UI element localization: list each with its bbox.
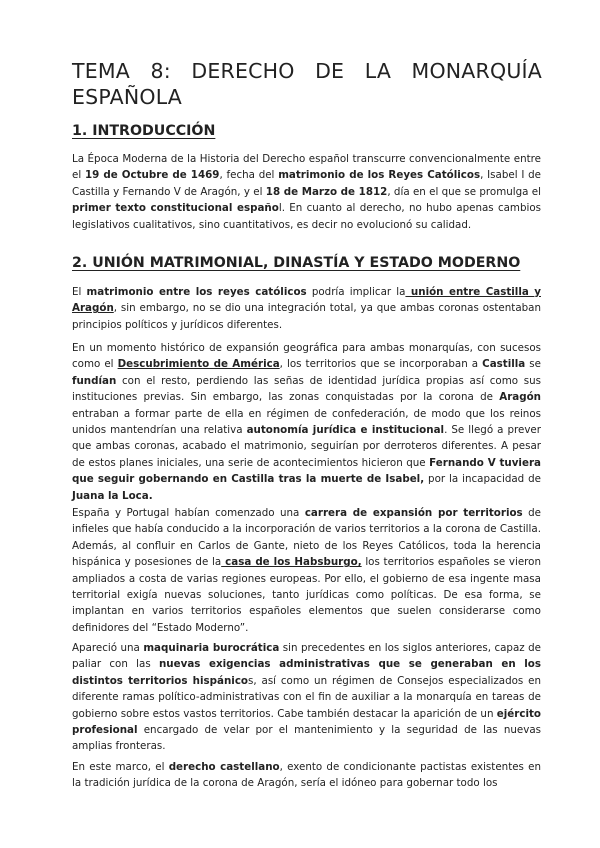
text-run: En un momento histórico de expansión geográfica para ambas monarquías, con sucesos como el [72, 342, 541, 371]
text-run: s, así como un régimen de Consejos especializados en diferente ramas político-administrativas con el fin de auxiliar a la monarquía en tareas de gobierno sobre estos vastos territorios. Cabe también destacar la aparición de un [72, 674, 541, 720]
text-run: encargado de velar por el mantenimiento y la seguridad de las nuevas amplias fronteras. [72, 724, 541, 753]
bold-text: matrimonio entre los reyes católicos [86, 286, 307, 298]
bold-text: Juana la Loca. [72, 489, 153, 502]
paragraph [72, 640, 541, 755]
bold-text: fundían [72, 374, 117, 387]
bold-text: Fernando V tuviera que seguir gobernando en Castilla tras la muerte de Isabel, [72, 456, 541, 486]
bold-text: Aragón [499, 391, 541, 404]
text-run: con el resto, perdiendo las señas de identidad jurídica propias así como sus instituciones previas. Sin embargo, las zonas conquistadas por la corona de [72, 374, 541, 404]
bold-text: derecho castellano [168, 761, 280, 773]
section-heading-union-matrimonial: 2. UNIÓN MATRIMONIAL, DINASTÍA Y ESTADO MODERNO [72, 255, 521, 271]
text-run: por la incapacidad de [424, 473, 541, 486]
text-run: se [525, 358, 541, 371]
text-run: . Se llegó a prever que ambas coronas, acabado el matrimonio, seguirían por derroteros diferentes. A pesar de estos planes iniciales, una serie de acontecimientos hicieron que [72, 424, 541, 469]
text-run: podría implicar la [306, 286, 406, 298]
text-run: de infieles que había conducido a la incorporación de varios territorios a la corona de Castilla. Además, al confluir en Carlos de Gante, nieto de los Reyes Católicos, toda la herencia hispánica y posesiones de la [72, 507, 542, 569]
text-run: , día en el que se promulga el [387, 185, 541, 198]
bold-text: Castilla [482, 358, 526, 371]
text-run: , fecha del [219, 169, 279, 182]
text-run: sin precedentes en los siglos anteriores, capaz de paliar con las [72, 642, 541, 671]
bold-text: carrera de expansión por territorios [304, 507, 523, 519]
text-run: , los territorios que se incorporaban a [279, 358, 483, 371]
text-run: l. En cuanto al derecho, no hubo apenas cambios legislativos cualitativos, sino cuantitativos, es decir no evolucionó su calidad. [72, 202, 542, 231]
bold-text: nuevas exigencias administrativas que se generaban en los distintos territorios hispánico [72, 658, 542, 687]
text-run: Apareció una [72, 642, 144, 654]
paragraph [72, 505, 541, 636]
text-run: , exento de condicionante pactistas existentes en la tradición jurídica de la corona de Aragón, sería el idóneo para gobernar todo los [72, 761, 541, 790]
paragraph [72, 151, 541, 233]
bold-text: Descubrimiento de América [117, 358, 280, 371]
bold-text: casa de los Habsburgo, [221, 556, 362, 569]
text-run: En este marco, el [72, 761, 169, 773]
paragraph [72, 340, 541, 504]
text-run: El [72, 286, 87, 298]
paragraph [72, 759, 541, 792]
paragraph [72, 284, 541, 333]
text-run: La Época Moderna de la Historia del Derecho español transcurre convencionalmente entre el [72, 153, 541, 182]
text-run: los territorios españoles se vieron ampliados a costa de varias regiones europeas. Por ello, el gobierno de esa ingente masa territorial exigía nuevas soluciones, tanto jurídicas como políticas. De esa forma, se implantan en varios territorios españoles elementos que suelen considerarse como definidores del “Estado Moderno”. [72, 556, 541, 634]
text-run: , Isabel I de Castilla y Fernando V de Aragón, y el [72, 169, 541, 198]
text-run: España y Portugal habían comenzado una [72, 507, 305, 519]
text-run: entraban a formar parte de ella en régimen de confederación, de modo que los reinos unidos mantendrían una relativa [72, 407, 541, 437]
bold-text: unión entre Castilla y Aragón [72, 286, 541, 315]
text-run: , sin embargo, no se dio una integración total, ya que ambas coronas ostentaban principios políticos y jurídicos diferentes. [72, 302, 541, 331]
bold-text: autonomía jurídica e institucional [246, 424, 445, 437]
bold-text: 18 de Marzo de 1812 [265, 185, 388, 198]
bold-text: matrimonio de los Reyes Católicos [278, 169, 481, 182]
document-title: TEMA 8: DERECHO DE LA MONARQUÍA ESPAÑOLA [72, 59, 542, 109]
section-heading-introduccion: 1. INTRODUCCIÓN [72, 123, 216, 139]
bold-text: primer texto constitucional españo [72, 202, 279, 215]
bold-text: 19 de Octubre de 1469 [84, 169, 220, 182]
bold-text: ejército profesional [72, 707, 541, 737]
bold-text: maquinaria burocrática [143, 642, 280, 654]
